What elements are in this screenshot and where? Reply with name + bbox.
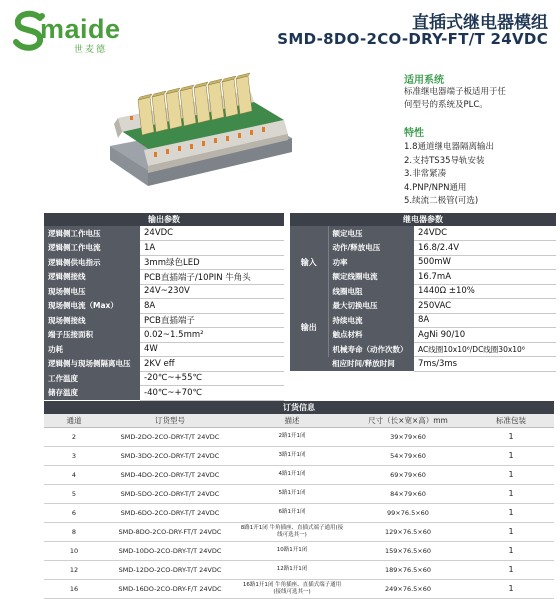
cell-channel: 3 — [44, 446, 104, 465]
row-label: 相应时间/释放时间 — [328, 357, 414, 372]
row-label: 工作温度 — [44, 371, 140, 386]
table-row — [290, 284, 556, 299]
row-value: PCB直插端子/10PIN 牛角头 — [140, 270, 284, 285]
application-line: 何型号的系统及PLC。 — [404, 99, 488, 110]
table-row — [44, 270, 284, 285]
row-label: 额定电压 — [328, 226, 414, 241]
page-title: 直插式继电器模组 — [412, 13, 548, 33]
feature-item: 2.支持TS35导轨安装 — [404, 155, 485, 166]
table-row — [44, 579, 554, 598]
cell-channel: 4 — [44, 465, 104, 484]
row-value: 250VAC — [414, 299, 556, 314]
row-label: 逻辑侧与现场侧隔离电压 — [44, 357, 140, 372]
table-row — [290, 342, 556, 357]
cell-channel: 8 — [44, 522, 104, 541]
row-value: 1440Ω ±10% — [414, 284, 556, 299]
cell-pack: 1 — [468, 541, 554, 560]
cell-desc: 8路1开1闭 牛角插座、直插式端子通用(接线可选其一) — [236, 522, 348, 541]
row-value: 1A — [140, 241, 284, 256]
table-row — [44, 357, 284, 372]
col-header: 尺寸（长×宽×高）mm — [348, 414, 468, 427]
table-row — [44, 386, 284, 401]
output-params-table — [44, 213, 284, 401]
col-header: 通道 — [44, 414, 104, 427]
feature-item: 1.8通道继电器隔离输出 — [404, 142, 495, 152]
cell-model: SMD-4DO-2CO-DRY-T/T 24VDC — [104, 465, 236, 484]
table-row — [44, 328, 284, 343]
features-title: 特性 — [404, 128, 424, 139]
row-value: 2KV eff — [140, 357, 284, 372]
cell-channel: 12 — [44, 560, 104, 579]
table-row — [290, 328, 556, 343]
cell-pack: 1 — [468, 427, 554, 446]
application-text — [404, 86, 506, 111]
brand-logo — [10, 8, 160, 56]
features-list — [404, 141, 494, 209]
row-value: 4W — [140, 342, 284, 357]
cell-size: 99×76.5×60 — [348, 503, 468, 522]
row-label: 线圈电阻 — [328, 284, 414, 299]
table-row — [44, 446, 554, 465]
row-value: 16.7mA — [414, 270, 556, 285]
cell-size: 84×79×60 — [348, 484, 468, 503]
application-title: 适用系统 — [404, 75, 444, 86]
cell-size: 39×79×60 — [348, 427, 468, 446]
relay-params-table — [290, 213, 556, 372]
feature-item: 3.非常紧凑 — [404, 169, 447, 180]
table-row — [44, 284, 284, 299]
row-value: AgNi 90/10 — [414, 328, 556, 343]
relay-params-title: 继电器参数 — [290, 213, 556, 226]
row-label: 现场侧接线 — [44, 313, 140, 328]
cell-channel: 16 — [44, 579, 104, 598]
application-line: 标准继电器端子板适用于任 — [404, 87, 507, 97]
cell-channel: 6 — [44, 503, 104, 522]
row-value: 0.02~1.5mm² — [140, 328, 284, 343]
row-label: 逻辑侧工作电压 — [44, 226, 140, 241]
cell-pack: 1 — [468, 484, 554, 503]
row-label: 逻辑侧工作电流 — [44, 241, 140, 256]
row-label: 动作/释放电压 — [328, 241, 414, 256]
cell-size: 249×76.5×60 — [348, 579, 468, 598]
cell-desc: 6路1开1闭 — [236, 503, 348, 522]
row-label: 储存温度 — [44, 386, 140, 401]
row-value: 3mm绿色LED — [140, 255, 284, 270]
row-label: 逻辑侧供电指示 — [44, 255, 140, 270]
row-label: 端子压接面积 — [44, 328, 140, 343]
col-header: 订货型号 — [104, 414, 236, 427]
brand-cn: 世麦德 — [74, 45, 108, 55]
table-row — [290, 313, 556, 328]
cell-model: SMD-2DO-2CO-DRY-T/T 24VDC — [104, 427, 236, 446]
row-value: 16.8/2.4V — [414, 241, 556, 256]
row-value: 8A — [140, 299, 284, 314]
cell-channel: 5 — [44, 484, 104, 503]
col-header: 描述 — [236, 414, 348, 427]
cell-model: SMD-3DO-2CO-DRY-T/T 24VDC — [104, 446, 236, 465]
cell-pack: 1 — [468, 560, 554, 579]
cell-pack: 1 — [468, 503, 554, 522]
cell-size: 189×76.5×60 — [348, 560, 468, 579]
table-row — [290, 357, 556, 372]
row-value: AC线圈10x10⁶/DC线圈30x10⁶ — [414, 342, 556, 357]
row-value: -20℃~+55℃ — [140, 371, 284, 386]
table-row — [44, 560, 554, 579]
table-row — [44, 241, 284, 256]
row-label: 额定线圈电流 — [328, 270, 414, 285]
row-value: -40℃~+70℃ — [140, 386, 284, 401]
table-row — [290, 255, 556, 270]
feature-item: 5.续流二极管(可选) — [404, 196, 479, 207]
table-row — [44, 255, 284, 270]
ordering-table — [44, 401, 554, 599]
table-row — [44, 503, 554, 522]
cell-desc: 16路1开1闭 牛角插座、直插式端子通用(接线可选其一) — [236, 579, 348, 598]
cell-desc: 4路1开1闭 — [236, 465, 348, 484]
table-row — [44, 226, 284, 241]
table-row — [290, 241, 556, 256]
input-group-label: 输入 — [290, 226, 328, 299]
row-label: 功耗 — [44, 342, 140, 357]
table-row — [44, 484, 554, 503]
row-value: 24V~230V — [140, 284, 284, 299]
cell-model: SMD-12DO-2CO-DRY-T/T 24VDC — [104, 560, 236, 579]
table-row — [290, 299, 556, 314]
output-params-title: 输出参数 — [44, 213, 284, 226]
model-title: SMD-8DO-2CO-DRY-FT/T 24VDC — [277, 30, 548, 48]
table-row — [44, 427, 554, 446]
row-value: 8A — [414, 313, 556, 328]
table-row — [44, 465, 554, 484]
cell-pack: 1 — [468, 465, 554, 484]
cell-size: 129×76.5×60 — [348, 522, 468, 541]
table-row — [290, 226, 556, 241]
table-row — [44, 313, 284, 328]
row-label: 现场侧电流（Max） — [44, 299, 140, 314]
brand-word: maide — [40, 14, 121, 44]
ordering-title: 订货信息 — [44, 401, 554, 414]
cell-model: SMD-10DO-2CO-DRY-T/T 24VDC — [104, 541, 236, 560]
table-row — [44, 541, 554, 560]
table-row — [44, 522, 554, 541]
feature-item: 4.PNP/NPN通用 — [404, 182, 467, 193]
table-row — [44, 299, 284, 314]
row-label: 触点材料 — [328, 328, 414, 343]
cell-pack: 1 — [468, 522, 554, 541]
col-header: 标准包装 — [468, 414, 554, 427]
table-header-row — [44, 414, 554, 427]
table-row — [44, 342, 284, 357]
row-value: 7ms/3ms — [414, 357, 556, 372]
cell-pack: 1 — [468, 579, 554, 598]
cell-model: SMD-16DO-2CO-DRY-F/T 24VDC — [104, 579, 236, 598]
row-label: 机械寿命（动作次数） — [328, 342, 414, 357]
table-row — [290, 270, 556, 285]
cell-pack: 1 — [468, 446, 554, 465]
row-label: 最大切换电压 — [328, 299, 414, 314]
row-value: 500mW — [414, 255, 556, 270]
cell-desc: 10路1开1闭 — [236, 541, 348, 560]
row-label: 逻辑侧接线 — [44, 270, 140, 285]
table-row — [44, 371, 284, 386]
cell-desc: 5路1开1闭 — [236, 484, 348, 503]
cell-channel: 10 — [44, 541, 104, 560]
cell-size: 159×76.5×60 — [348, 541, 468, 560]
row-label: 现场侧电压 — [44, 284, 140, 299]
cell-desc: 3路1开1闭 — [236, 446, 348, 465]
output-group-label: 输出 — [290, 299, 328, 357]
cell-model: SMD-5DO-2CO-DRY-T/T 24VDC — [104, 484, 236, 503]
cell-model: SMD-6DO-2CO-DRY-T/T 24VDC — [104, 503, 236, 522]
row-label: 持续电流 — [328, 313, 414, 328]
cell-model: SMD-8DO-2CO-DRY-FT/T 24VDC — [104, 522, 236, 541]
row-value: 24VDC — [414, 226, 556, 241]
row-value: PCB直插端子 — [140, 313, 284, 328]
cell-size: 69×79×60 — [348, 465, 468, 484]
cell-channel: 2 — [44, 427, 104, 446]
cell-size: 54×79×60 — [348, 446, 468, 465]
cell-desc: 2路1开1闭 — [236, 427, 348, 446]
cell-desc: 12路1开1闭 — [236, 560, 348, 579]
row-label: 功率 — [328, 255, 414, 270]
row-value: 24VDC — [140, 226, 284, 241]
relay-module-image — [104, 60, 300, 210]
